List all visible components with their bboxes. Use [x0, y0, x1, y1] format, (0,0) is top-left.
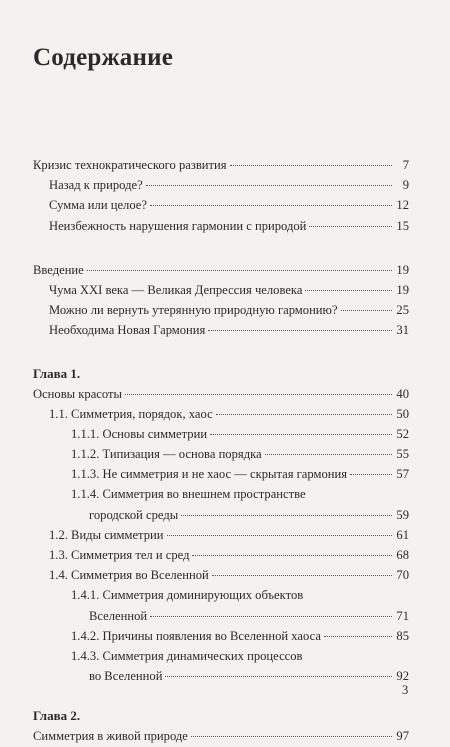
dot-leader — [230, 165, 392, 166]
toc-entry-title: Сумма или целое? — [49, 198, 147, 213]
toc-entry[interactable] — [33, 424, 409, 444]
contents-heading: Содержание — [33, 44, 174, 71]
toc-entry[interactable] — [33, 404, 409, 424]
toc-entry-page: 85 — [396, 628, 409, 643]
toc-entry-page: 15 — [396, 218, 409, 233]
dot-leader — [208, 330, 392, 331]
toc-entry[interactable] — [33, 195, 409, 215]
dot-leader — [212, 575, 392, 576]
toc-entry[interactable] — [33, 384, 409, 404]
toc-entry-title: Симметрия в живой природе — [33, 729, 188, 744]
dot-leader — [181, 515, 392, 516]
toc-entry-title: 1.1. Симметрия, порядок, хаос — [49, 406, 213, 421]
toc-entry[interactable] — [33, 216, 409, 236]
toc-entry-title: Назад к природе? — [49, 178, 143, 193]
dot-leader — [87, 270, 392, 271]
toc-entry[interactable] — [33, 666, 409, 686]
toc-entry-page: 12 — [396, 198, 409, 213]
toc-entry-title: 1.4.2. Причины появления во Вселенной хаоса — [71, 628, 321, 643]
chapter-heading: Глава 2. — [33, 708, 81, 724]
toc-entry-title: 1.3. Симметрия тел и сред — [49, 548, 190, 562]
dot-leader — [191, 736, 392, 737]
toc-section — [33, 364, 409, 687]
toc-entry-title: во Вселенной — [89, 669, 163, 684]
toc-entry-page: 7 — [402, 158, 409, 172]
toc-entry[interactable] — [33, 280, 409, 300]
toc-section — [33, 260, 409, 341]
toc-entry[interactable] — [33, 260, 409, 280]
table-of-contents — [33, 155, 409, 747]
toc-entry-page: 97 — [396, 729, 409, 744]
toc-entry-page: 25 — [396, 303, 409, 318]
toc-section — [33, 155, 409, 236]
toc-entry-title: 1.1.3. Не симметрия и не хаос — скрытая гармония — [71, 467, 348, 482]
dot-leader — [125, 394, 392, 395]
page-number: 3 — [402, 683, 409, 697]
toc-entry[interactable] — [33, 444, 409, 464]
toc-entry[interactable] — [33, 606, 409, 626]
dot-leader — [165, 676, 392, 677]
toc-entry-page: 61 — [396, 527, 409, 542]
chapter-heading: Глава 1. — [33, 365, 81, 381]
toc-entry-title: 1.1.2. Типизация — основа порядка — [71, 447, 262, 462]
toc-entry-title: 1.4.3. Симметрия динамических процессов — [71, 648, 303, 663]
toc-entry[interactable] — [33, 464, 409, 484]
toc-entry[interactable] — [33, 626, 409, 646]
toc-entry[interactable] — [33, 726, 409, 746]
toc-entry-title: Чума XXI века — Великая Депрессия человека — [49, 282, 303, 297]
dot-leader — [305, 290, 392, 291]
dot-leader — [350, 474, 392, 475]
toc-entry-page: 70 — [396, 568, 409, 583]
toc-entry[interactable] — [33, 320, 409, 340]
toc-entry[interactable] — [33, 545, 409, 565]
toc-entry[interactable] — [33, 565, 409, 585]
toc-entry-title: Необходима Новая Гармония — [49, 323, 206, 338]
toc-entry-page: 52 — [396, 426, 409, 441]
toc-entry-page: 57 — [396, 467, 409, 482]
toc-entry-title: 1.4.1. Симметрия доминирующих объектов — [71, 588, 304, 603]
toc-entry-page: 92 — [396, 669, 409, 684]
toc-section — [33, 706, 409, 746]
dot-leader — [324, 636, 392, 637]
toc-entry-title: городской среды — [89, 507, 179, 522]
toc-entry-page: 19 — [396, 282, 409, 297]
toc-entry-page: 40 — [396, 386, 409, 401]
toc-entry[interactable] — [33, 585, 409, 605]
dot-leader — [265, 454, 392, 455]
toc-entry-page: 68 — [396, 548, 409, 562]
toc-entry-page: 55 — [396, 447, 409, 462]
toc-entry-title: Основы красоты — [33, 386, 122, 401]
toc-entry[interactable] — [33, 646, 409, 666]
toc-entry-title: 1.1.4. Симметрия во внешнем пространстве — [71, 487, 306, 502]
toc-entry[interactable] — [33, 175, 409, 195]
dot-leader — [150, 616, 392, 617]
toc-entry-page: 71 — [396, 608, 409, 623]
toc-entry-title: Кризис технократического развития — [33, 158, 227, 172]
toc-entry[interactable] — [33, 155, 409, 175]
dot-leader — [309, 226, 392, 227]
toc-entry-page: 19 — [396, 262, 409, 277]
toc-entry-page: 9 — [402, 178, 409, 193]
toc-entry[interactable] — [33, 300, 409, 320]
toc-entry-title: Неизбежность нарушения гармонии с природой — [49, 218, 307, 233]
dot-leader — [150, 205, 392, 206]
toc-entry-page: 31 — [396, 323, 409, 338]
toc-entry-title: Можно ли вернуть утерянную природную гармонию? — [49, 303, 338, 318]
toc-entry-title: 1.2. Виды симметрии — [49, 527, 164, 542]
toc-entry[interactable] — [33, 525, 409, 545]
toc-entry-title: 1.1.1. Основы симметрии — [71, 426, 208, 441]
toc-entry[interactable] — [33, 484, 409, 504]
dot-leader — [167, 535, 393, 536]
toc-entry-title: 1.4. Симметрия во Вселенной — [49, 568, 209, 583]
toc-entry-page: 50 — [396, 406, 409, 421]
dot-leader — [341, 310, 392, 311]
toc-entry-page: 59 — [396, 507, 409, 522]
dot-leader — [210, 434, 392, 435]
toc-entry-title: Введение — [33, 262, 84, 277]
dot-leader — [146, 185, 392, 186]
dot-leader — [216, 414, 392, 415]
dot-leader — [192, 555, 392, 556]
toc-entry-title: Вселенной — [89, 608, 148, 623]
toc-entry[interactable] — [33, 505, 409, 525]
